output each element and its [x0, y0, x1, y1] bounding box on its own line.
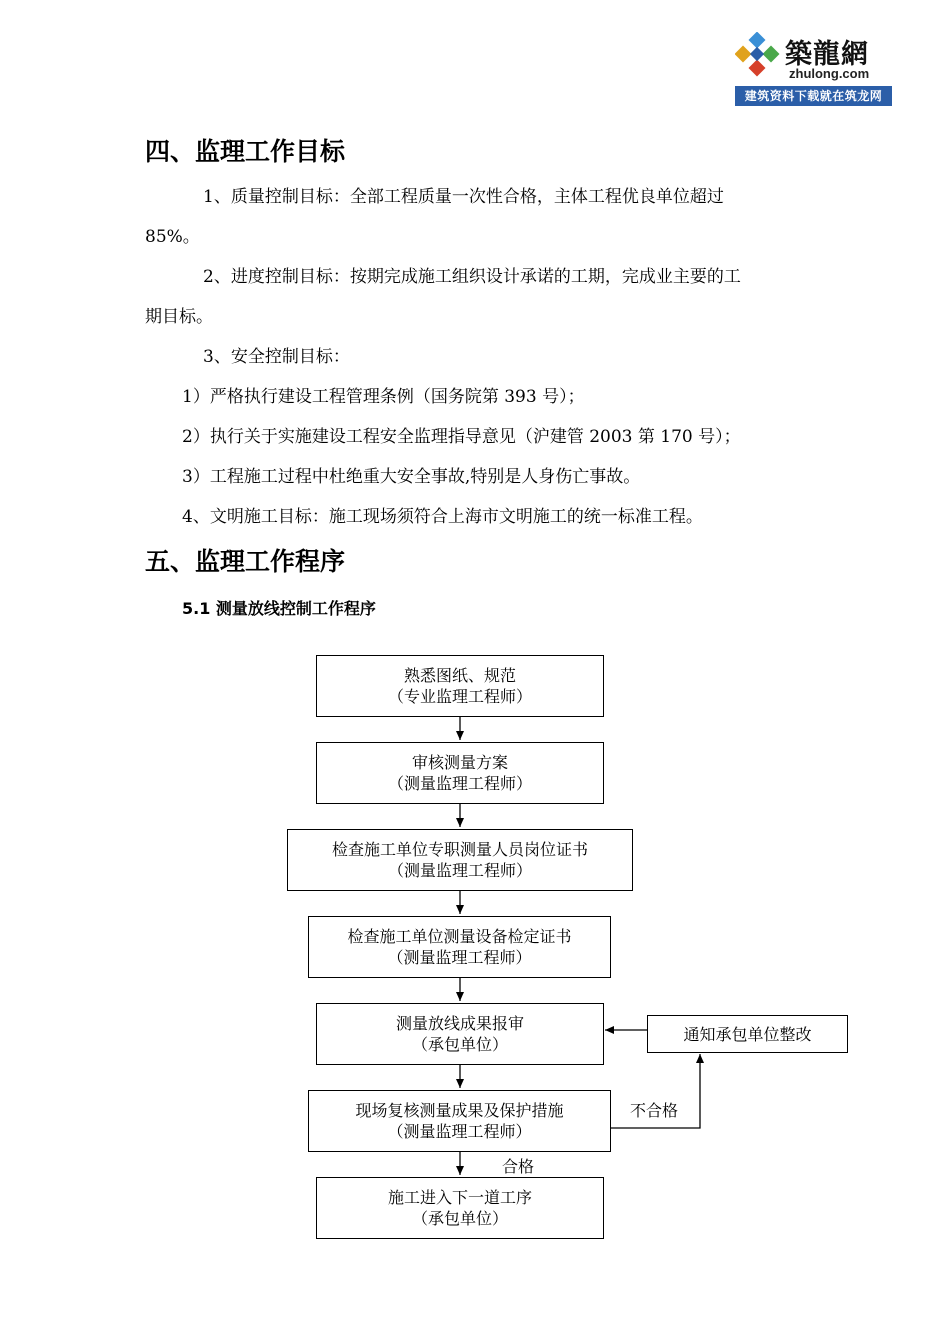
quality-goal-line1: 1、质量控制目标：全部工程质量一次性合格，主体工程优良单位超过	[203, 187, 724, 207]
schedule-goal-line1: 2、进度控制目标：按期完成施工组织设计承诺的工期，完成业主要的工	[203, 267, 741, 287]
flow-step-2-role: （测量监理工程师）	[387, 774, 532, 793]
flow-step-2	[316, 742, 604, 804]
flow-pass-label: 合格	[502, 1157, 535, 1176]
section5-subtitle: 5.1 测量放线控制工作程序	[182, 599, 376, 618]
flow-step-1-role: （专业监理工程师）	[387, 687, 532, 706]
flow-notice-box	[647, 1015, 848, 1053]
flow-step-6-role: （测量监理工程师）	[387, 1122, 532, 1141]
flow-step-7	[316, 1177, 604, 1239]
flow-step-4-role: （测量监理工程师）	[387, 948, 532, 967]
flow-step-4-main: 检查施工单位测量设备检定证书	[347, 927, 572, 946]
flow-step-3-role: （测量监理工程师）	[387, 861, 532, 880]
flow-step-5-main: 测量放线成果报审	[395, 1014, 524, 1033]
flow-step-1	[316, 655, 604, 717]
flow-step-2-main: 审核测量方案	[411, 753, 508, 772]
section4-title: 四、监理工作目标	[145, 137, 346, 166]
flow-step-6-main: 现场复核测量成果及保护措施	[355, 1101, 564, 1120]
flow-notice-text: 通知承包单位整改	[683, 1024, 812, 1044]
schedule-goal-line2: 期目标。	[145, 307, 213, 327]
flow-step-4	[308, 916, 611, 978]
civil-goal: 4、文明施工目标：施工现场须符合上海市文明施工的统一标准工程。	[182, 507, 703, 527]
safety-goal-title: 3、安全控制目标：	[203, 347, 350, 367]
safety-item-3: 3）工程施工过程中杜绝重大安全事故,特别是人身伤亡事故。	[182, 467, 641, 487]
logo-domain: zhulong.com	[789, 66, 870, 81]
flow-step-7-main: 施工进入下一道工序	[387, 1188, 532, 1207]
logo-name: 築龍網	[785, 39, 869, 70]
flow-step-6	[308, 1090, 611, 1152]
quality-goal-line2: 85%。	[145, 227, 200, 247]
flow-step-5	[316, 1003, 604, 1065]
flow-step-1-main: 熟悉图纸、规范	[403, 666, 516, 685]
flow-step-5-role: （承包单位）	[411, 1035, 508, 1054]
logo-slogan: 建筑资料下载就在筑龙网	[735, 86, 892, 106]
flow-fail-label: 不合格	[630, 1101, 679, 1120]
safety-item-1: 1）严格执行建设工程管理条例（国务院第 393 号）；	[182, 387, 585, 407]
flow-step-3-main: 检查施工单位专职测量人员岗位证书	[331, 840, 588, 859]
flow-step-3	[287, 829, 633, 891]
flow-step-7-role: （承包单位）	[411, 1209, 508, 1228]
section5-title: 五、监理工作程序	[145, 547, 346, 576]
safety-item-2: 2）执行关于实施建设工程安全监理指导意见（沪建管 2003 第 170 号）；	[182, 427, 741, 447]
